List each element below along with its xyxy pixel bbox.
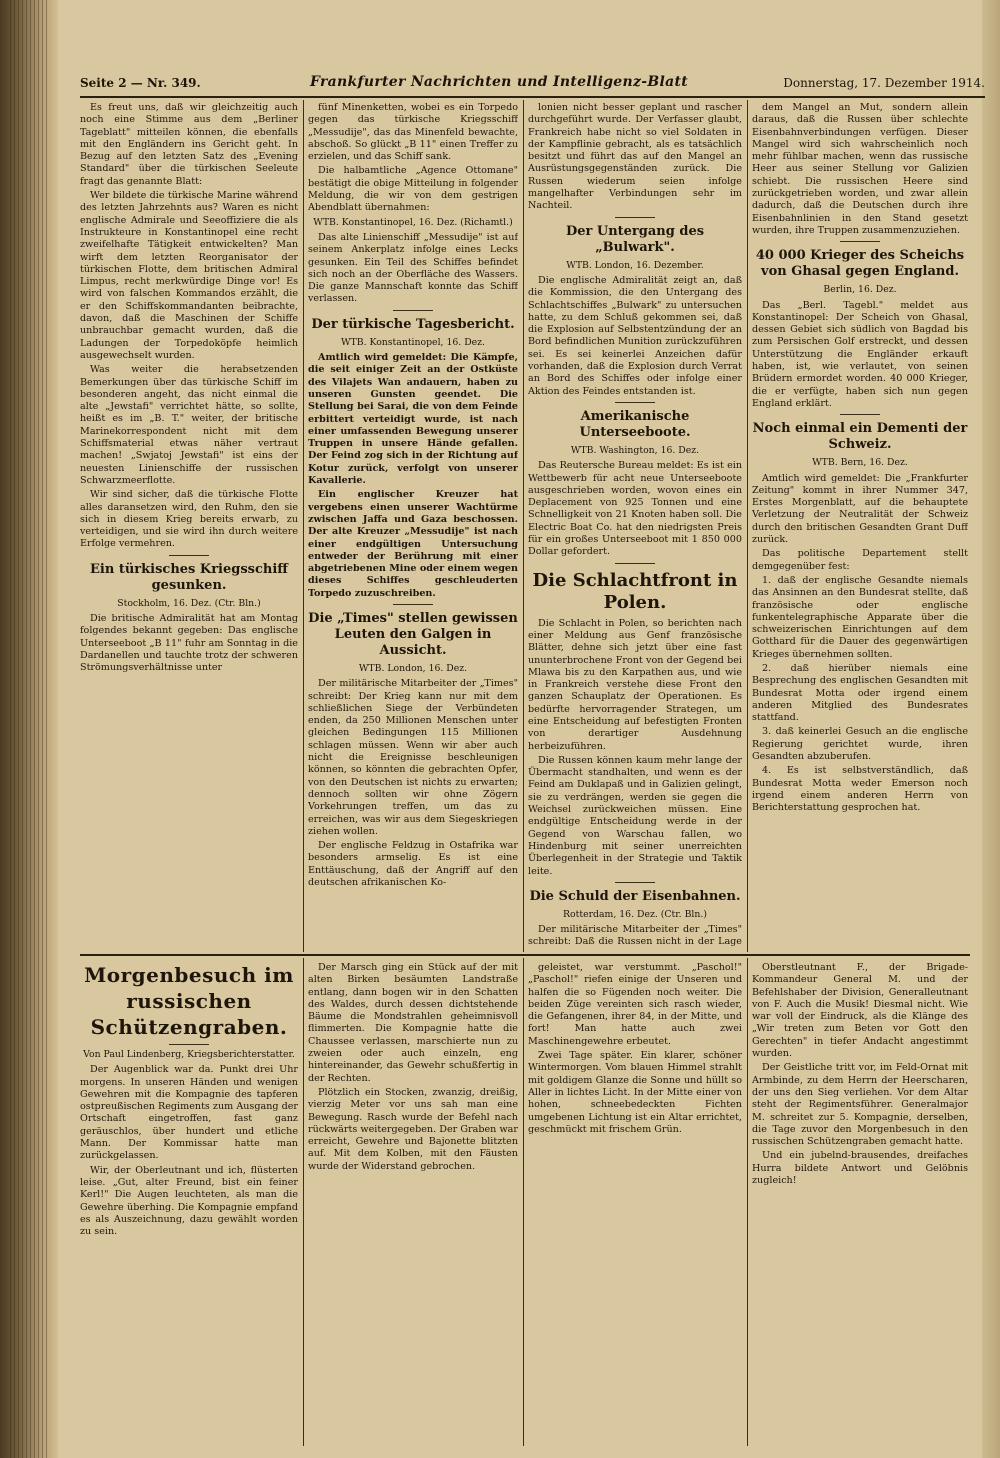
headline: Die „Times" stellen gewissen Leuten den Galgen in Aussicht.	[308, 610, 518, 658]
feature-title: Morgenbesuch im russischen Schützengraben.	[84, 963, 294, 1039]
dateline: WTB. Konstantinopel, 16. Dez. (Richamtl.)	[313, 216, 513, 228]
column-divider	[747, 100, 748, 952]
dateline: WTB. Bern, 16. Dez.	[812, 457, 908, 469]
paragraph: lonien nicht besser geplant und rascher durchgeführt wurde. Der Verfasser glaubt, Frankreich habe nicht so viel Soldaten in der Kampflinie gebracht, als es tatsächlich besitzt und führt das auf den Mangel an Ausrüstungsgegenständen zurück. Die Russen wiederum seien infolge mangelhafter Verbindungen sehr im Nachteil.	[528, 102, 742, 212]
paragraph: Was weiter die herabsetzenden Bemerkungen über das türkische Schiff im besonderen angeht, das nicht einmal die alte „Jewstafi" verrichtet hätte, so sollte, heißt es im „B. T." weiter, der britische Marinekorrespondent nicht mit dem Schiffsmaterial etwas näher vertraut machen! „Swjatoj Jewstafi" ist eins der neuesten Linienschiffe der russischen Schwarzmeerflotte.	[80, 364, 298, 486]
column-2	[308, 102, 518, 950]
column-divider	[523, 958, 524, 1446]
column-4	[752, 102, 968, 950]
paragraph: Und ein jubelnd-brausendes, dreifaches Hurra bildete Antwort und Gelöbnis zugleich!	[752, 1150, 968, 1187]
dateline: WTB. Konstantinopel, 16. Dez.	[341, 336, 485, 348]
separator	[169, 555, 209, 556]
dateline: WTB. Washington, 16. Dez.	[570, 444, 700, 456]
paragraph: Wir, der Oberleutnant und ich, flüsterten leise. „Gut, alter Freund, bist ein feiner Kerl!" Die Augen leuchteten, als man die Gewehre überhing. Die Kompagnie empfand es als Auszeichnung, dazu gewählt worden zu sein.	[80, 1164, 298, 1238]
column-1	[80, 102, 298, 950]
paragraph: Der militärische Mitarbeiter der „Times" schreibt: Daß die Russen nicht in der Lage	[528, 924, 742, 948]
paragraph: fünf Minenketten, wobei es ein Torpedo gegen das türkische Kriegsschiff „Messudije", das das Minenfeld bewachte, abschoß. So glückt „B 11" einen Treffer zu erzielen, und das Schiff sank.	[308, 102, 518, 163]
paragraph: 3. daß keinerlei Gesuch an die englische Regierung gerichtet wurde, ihren Gesandten abzuberufen.	[752, 726, 968, 763]
paragraph: Der Geistliche tritt vor, im Feld-Ornat mit Armbinde, zu dem Herrn der Heerscharen, der uns den Sieg verliehen. Vor dem Altar steht der Regimentsführer. Generalmajor M. schreitet zur 5. Kompagnie, derselben, die Tage zuvor den Morgenbesuch in den russischen Schützengraben gemacht hatte.	[752, 1062, 968, 1148]
paragraph: Zwei Tage später. Ein klarer, schöner Wintermorgen. Vom blauen Himmel strahlt mit goldigem Glanze die Sonne und hüllt so Aller in lichtes Licht. In der Mitte einer von hohen, schneebedeckten Fichten umgebenen Lichtung ist ein Altar errichtet, geschmückt mit frischem Grün.	[528, 1050, 742, 1135]
paragraph: Der militärische Mitarbeiter der „Times" schreibt: Der Krieg kann nur mit dem schließlichen Siege der Verbündeten enden, da 250 Millionen Menschen unter gleichen Bedingungen 115 Millionen schlagen müssen. Wenn wir aber auch nicht die Ereignisse beschleunigen können, so könnten die gebrachten Opfer, von den Deutschen ist nichts zu erwarten; dennoch sollten wir ohne Zögern Vorkehrungen treffen, um das zu erreichen, was wir aus dem Siegeskriegen ziehen wollen.	[308, 678, 518, 837]
masthead: Frankfurter Nachrichten und Intelligenz-Blatt	[310, 74, 688, 90]
paragraph: Ein englischer Kreuzer hat vergebens einen unserer Wachtürme zwischen Jaffa und Gaza beschossen. Der alte Kreuzer „Messudije" ist nach einer endgültigen Untersuchung entweder der Berührung mit einer abgetriebenen Mine oder einem wegen dieses Schiffes geschleuderten Torpedo zuzuschreiben.	[308, 489, 518, 599]
headline: Amerikanische Unterseeboote.	[579, 408, 691, 440]
byline: Von Paul Lindenberg, Kriegsberichterstatter.	[83, 1049, 295, 1060]
headline: Die Schlachtfront in Polen.	[532, 569, 738, 613]
column-3	[528, 102, 742, 950]
section-rule	[80, 954, 970, 956]
separator	[840, 414, 880, 415]
issue-date: Donnerstag, 17. Dezember 1914.	[783, 76, 985, 90]
paragraph: dem Mangel an Mut, sondern allein daraus, daß die Russen über schlechte Eisenbahnverbindungen verfügen. Dieser Mangel wird sich wahrscheinlich noch mehr fühlbar machen, wenn das russische Heer aus seiner Stellung vor Galizien schiebt. Die russischen Heere sind zurückgetrieben worden, und zwar allein dadurch, daß die Deutschen durch ihre Eisenbahnlinien in den Stand gesetzt wurden, ihre Truppen zusammenzuziehen.	[752, 102, 968, 236]
dateline: WTB. London, 16. Dez.	[358, 662, 468, 674]
separator	[393, 604, 433, 605]
paragraph: Das alte Linienschiff „Messudije" ist auf seinem Ankerplatz infolge eines Lecks gesunken. Ein Teil des Schiffes befindet sich noch an der Oberfläche des Wassers. Die ganze Mannschaft konnte das Schiff verlassen.	[308, 231, 518, 305]
paragraph: 2. daß hierüber niemals eine Besprechung des englischen Gesandten mit Bundesrat Motta oder irgend einem anderen Mitglied des Bundesrates stattfand.	[752, 662, 968, 724]
paragraph: Wir sind sicher, daß die türkische Flotte alles daransetzen wird, den Ruhm, den sie sich in diesem Krieg bereits erwarb, zu verteidigen, und sie wird ihn durch weitere Erfolge vermehren.	[80, 489, 298, 550]
headline: Der türkische Tagesbericht.	[311, 316, 515, 332]
paragraph: 4. Es ist selbstverständlich, daß Bundesrat Motta weder Emerson noch irgend einem anderen Herrn von Berichterstattung gesprochen hat.	[752, 765, 968, 814]
headline: 40 000 Krieger des Scheichs von Ghasal gegen England.	[755, 248, 965, 280]
separator	[169, 1044, 209, 1045]
dateline: Rotterdam, 16. Dez. (Ctr. Bln.)	[563, 908, 707, 920]
page-header	[80, 70, 985, 92]
paragraph: Der Marsch ging ein Stück auf der mit alten Birken besäumten Landstraße entlang, dann bogen wir in den Schatten des Waldes, durch dessen dichtstehende Bäume die Mondstrahlen geheimnisvoll flimmerten. Die Kompagnie hatte die Chaussee verlassen, marschierte nun zu zweien oder auch einzeln, eng hintereinander, das Gewehr schußfertig in der Rechten.	[308, 962, 518, 1084]
paragraph: geleistet, war verstummt. „Paschol!" „Paschol!" riefen einige der Unseren und halfen die so Fügenden noch weiter. Die beiden Züge vereinten sich rasch wieder, die Gefangenen, ihrer 84, in der Mitte, und fort! Man hatte auch zwei Maschinengewehre erbeutet.	[528, 962, 742, 1047]
paragraph: Die britische Admiralität hat am Montag folgendes bekannt gegeben: Das englische Unterseeboot „B 11" fuhr am Sonntag in die Dardanellen und tauchte trotz der schweren Strömungsverhältnisse unter	[80, 612, 298, 674]
paragraph: Amtlich wird gemeldet: Die Kämpfe, die seit einiger Zeit an der Ostküste des Vilajets Wan andauern, haben zu unseren Gunsten geendet. Die Stellung bei Sarai, die von dem Feinde erbittert verteidigt wurde, ist nach einer umfassenden Bewegung unserer Truppen in unsere Hände gefallen. Der Feind zog sich in der Richtung auf Kotur zurück, verfolgt von unserer Kavallerie.	[308, 352, 518, 487]
page-number: Seite 2 — Nr. 349.	[80, 76, 201, 90]
column-divider	[747, 958, 748, 1446]
paragraph: Die englische Admiralität zeigt an, daß die Kommission, die den Untergang des Schlachtschiffes „Bulwark" zu untersuchen hatte, zu dem Schluß gekommen sei, daß die Explosion auf Selbstentzündung der an Bord befindlichen Munition zurückzuführen sei. Es sei keinerlei Anzeichen dafür vorhanden, daß die Explosion durch Verrat an Bord des Schiffes oder infolge einer Aktion des Feindes entstanden ist.	[528, 274, 742, 397]
separator	[615, 563, 655, 564]
separator	[840, 241, 880, 242]
column-divider	[303, 958, 304, 1446]
paragraph: Die halbamtliche „Agence Ottomane" bestätigt die obige Mitteilung in folgender Meldung, die wir von dem gestrigen Abendblatt übernahmen:	[308, 165, 518, 214]
separator	[615, 217, 655, 218]
paragraph: Die Russen können kaum mehr lange der Übermacht standhalten, und wenn es der Feind am Duklapaß und in Galizien gelingt, sie zu verdrängen, werden sie gegen die Weichsel zurückweichen müssen. Eine endgültige Entscheidung werde in der Gegend von Warschau fallen, wo Hindenburg mit seiner unerreichten Überlegenheit in der Strategie und Taktik leite.	[528, 754, 742, 877]
dateline: Stockholm, 16. Dez. (Ctr. Bln.)	[117, 597, 261, 609]
paragraph: Der englische Feldzug in Ostafrika war besonders armselig. Es ist eine Enttäuschung, daß der Angriff auf den deutschen afrikanischen Ko-	[308, 840, 518, 889]
paragraph: Plötzlich ein Stocken, zwanzig, dreißig, vierzig Meter vor uns sah man eine Bewegung. Rasch wurde der Befehl nach rückwärts weitergegeben. Der Graben war erreicht, Gewehre und Bajonette blitzten auf. Mit dem Kolben, mit den Fäusten wurde der Widerstand gebrochen.	[308, 1086, 518, 1172]
header-rule	[80, 96, 985, 98]
separator	[615, 402, 655, 403]
feature-column-1	[80, 962, 298, 1442]
newspaper-sheet	[62, 70, 985, 1458]
feature-column-3	[528, 962, 742, 1442]
dateline: WTB. London, 16. Dezember.	[566, 259, 704, 271]
feature-column-4	[752, 962, 968, 1442]
paragraph: Es freut uns, daß wir gleichzeitig auch noch eine Stimme aus dem „Berliner Tageblatt" mitteilen können, die ebenfalls mit den Engländern ins Gericht geht. In Bezug auf den letzten Satz des „Evening Standard" über die türkischen Seeleute fragt das genannte Blatt:	[80, 102, 298, 187]
headline: Der Untergang des „Bulwark".	[565, 223, 705, 255]
separator	[393, 310, 433, 311]
dateline: Berlin, 16. Dez.	[823, 284, 897, 296]
paragraph: 1. daß der englische Gesandte niemals das Ansinnen an den Bundesrat stellte, daß französische oder englische funkentelegraphische Apparate über die schweizerischen Einrichtungen auf dem Gotthard für die Dauer des gegenwärtigen Krieges übernehmen sollten.	[752, 574, 968, 660]
headline: Die Schuld der Eisenbahnen.	[529, 888, 741, 904]
headline: Ein türkisches Kriegsschiff gesunken.	[90, 561, 288, 593]
headline: Noch einmal ein Dementi der Schweiz.	[752, 421, 968, 453]
paragraph: Die Schlacht in Polen, so berichten nach einer Meldung aus Genf französische Blätter, dehne sich jetzt über eine fast ununterbrochene Front von der Gegend bei Mlawa bis zu den Karpathen aus, und wie in Frankreich verstehe diese Front den ganzen Schauplatz der Operationen. Es bedürfte hervorragender Strategen, um eine Entscheidung auf befestigten Fronten von derartiger Ausdehnung herbeizuführen.	[528, 617, 742, 752]
page-edge	[982, 0, 1000, 1458]
feature-column-2	[308, 962, 518, 1442]
paragraph: Oberstleutnant F., der Brigade-Kommandeur General M. und der Befehlshaber der Division, Generalleutnant von F. Auch die Musik! Diesmal nicht. Wie war voll der Eindruck, als die Klänge des „Wir treten zum Beten vor Gott den Gerechten" in tiefer Andacht angestimmt wurden.	[752, 962, 968, 1060]
paragraph: Amtlich wird gemeldet: Die „Frankfurter Zeitung" kommt in ihrer Nummer 347, Erstes Morgenblatt, auf die behauptete Verletzung der Neutralität der Schweiz durch den britischen Gesandten Grant Duff zurück.	[752, 472, 968, 546]
separator	[615, 882, 655, 883]
paragraph: Der Augenblick war da. Punkt drei Uhr morgens. In unseren Händen und wenigen Gewehren mit die Kompagnie des tapferen ostpreußischen Regiments zum Ausgang der Ortschaft eingetroffen, fast ganz geräuschlos, über hundert und etliche Mann. Der Kommissar hatte man zurückgelassen.	[80, 1064, 298, 1162]
paragraph: Das Reutersche Bureau meldet: Es ist ein Wettbewerb für acht neue Unterseeboote ausgeschrieben worden, wovon eines ein Deplacement von 925 Tonnen und eine Schnelligkeit von 21 Knoten haben soll. Die Electric Boat Co. hat den niedrigsten Preis für ein großes Unterseeboot mit 1 850 000 Dollar gefordert.	[528, 460, 742, 558]
paragraph: Das „Berl. Tagebl." meldet aus Konstantinopel: Der Scheich von Ghasal, dessen Gebiet sich südlich von Bagdad bis zum Persischen Golf erstreckt, und dessen Unterstützung die Engländer erkauft haben, ist, wie verlautet, von seinen Brüdern ermordet worden. 40 000 Krieger, die er verfügte, haben sich nun gegen England erklärt.	[752, 299, 968, 409]
paragraph: Das politische Departement stellt demgegenüber fest:	[752, 548, 968, 572]
book-binding	[0, 0, 58, 1458]
column-divider	[523, 100, 524, 952]
column-divider	[303, 100, 304, 952]
paragraph: Wer bildete die türkische Marine während des letzten Jahrzehnts aus? Waren es nicht englische Admirale und Seeoffiziere die als Instrukteure in Konstantinopel eine recht zweifelhafte Tätigkeit entwickelten? Man wirft dem letzten Reorganisator der türkischen Flotte, dem britischen Admiral Limpus, recht merkwürdige Dinge vor! Es wird von falschen Kommandos erzählt, die er den Schiffskommandanten beibrachte, davon, daß die Maschinen der Schiffe unbrauchbar gemacht wurden, daß die Ladungen der Torpedoköpfe heimlich ausgewechselt wurden.	[80, 190, 298, 361]
